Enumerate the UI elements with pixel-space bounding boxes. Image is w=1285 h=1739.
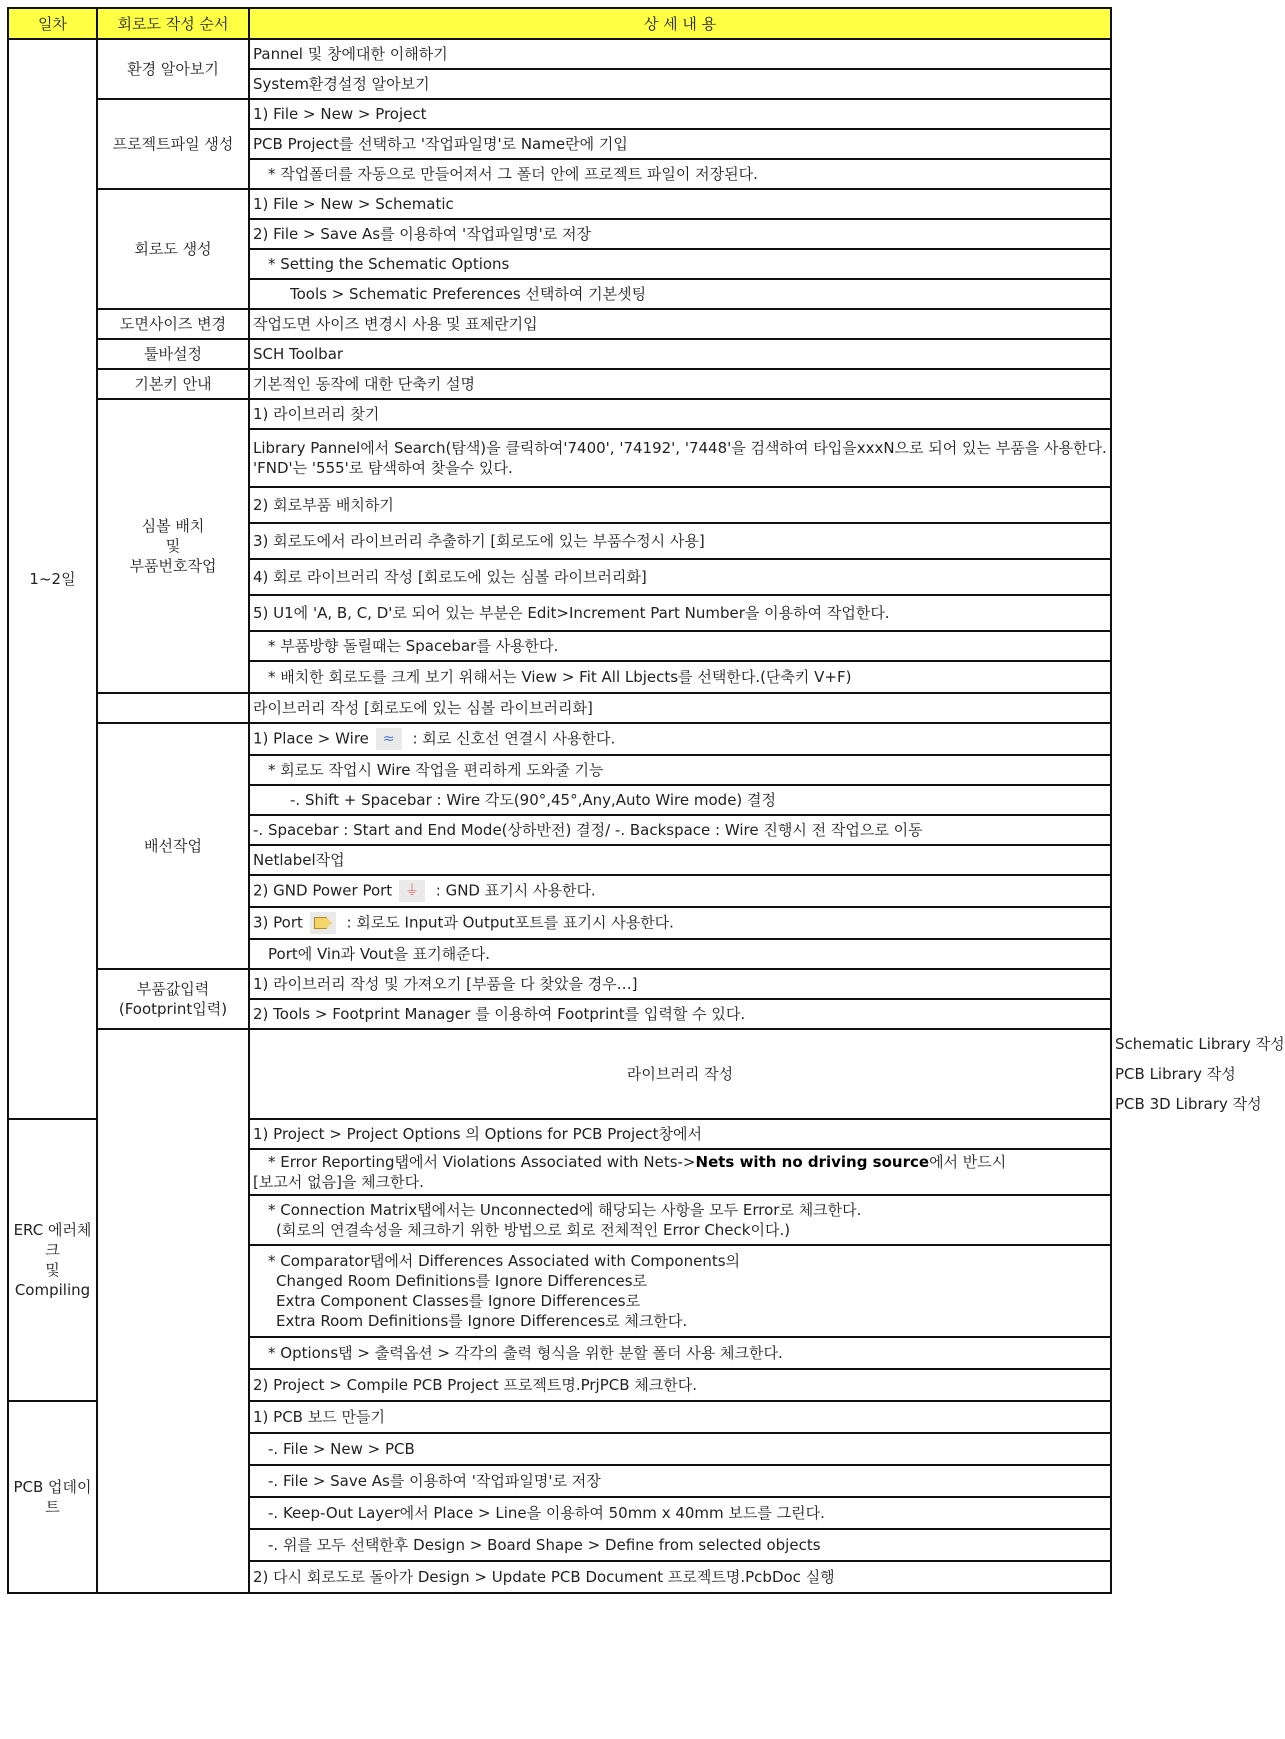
step-line: Compiling (14, 1281, 91, 1299)
header-day: 일차 (8, 8, 97, 39)
step-cell: 도면사이즈 변경 (97, 309, 249, 339)
table-header-row (8, 8, 1111, 39)
step-cell: PCB 업데이트 (8, 1401, 97, 1593)
detail-cell: 2) Tools > Footprint Manager 를 이용하여 Footprint를 입력할 수 있다. (249, 999, 1111, 1029)
detail-cell: System환경설정 알아보기 (249, 69, 1111, 99)
detail-cell: 1) 라이브러리 찾기 (249, 399, 1111, 429)
step-cell: 환경 알아보기 (97, 39, 249, 99)
step-line: 및 (45, 1261, 60, 1279)
step-cell: 툴바설정 (97, 339, 249, 369)
gnd-row-suffix: : GND 표기시 사용한다. (435, 881, 596, 900)
step-cell (97, 693, 249, 723)
detail-cell (249, 723, 1111, 755)
detail-cell: Tools > Schematic Preferences 선택하여 기본셋팅 (249, 279, 1111, 309)
table-row (8, 339, 1111, 369)
table-row: PCB 3D Library 작성 (1115, 1095, 1262, 1113)
detail-cell: Pannel 및 창에대한 이해하기 (249, 39, 1111, 69)
step-cell: 배선작업 (97, 723, 249, 969)
detail-cell: PCB Project를 선택하고 '작업파일명'로 Name란에 기입 (249, 129, 1111, 159)
comp-line: Changed Room Definitions를 Ignore Differences로 (276, 1272, 648, 1290)
error-row-post: 에서 반드시 (929, 1153, 1007, 1171)
detail-cell: * 작업폴더를 자동으로 만들어져서 그 폴더 안에 프로젝트 파일이 저장된다. (249, 159, 1111, 189)
step-cell: 프로젝트파일 생성 (97, 99, 249, 189)
header-step: 회로도 작성 순서 (97, 8, 249, 39)
detail-cell: 5) U1에 'A, B, C, D'로 되어 있는 부분은 Edit>Increment Part Number을 이용하여 작업한다. (249, 595, 1111, 631)
step-cell (8, 1119, 97, 1401)
detail-cell: * Setting the Schematic Options (249, 249, 1111, 279)
detail-cell (249, 907, 1111, 939)
detail-cell: * 회로도 작업시 Wire 작업을 편리하게 도와줄 기능 (249, 755, 1111, 785)
detail-cell: * 부품방향 돌릴때는 Spacebar를 사용한다. (249, 631, 1111, 661)
table-row (8, 399, 1111, 429)
comp-line: Extra Component Classes를 Ignore Differences로 (276, 1292, 641, 1310)
detail-cell: 2) Project > Compile PCB Project 프로젝트명.PrjPCB 체크한다. (249, 1369, 1111, 1401)
gnd-row-prefix: 2) GND Power Port (253, 881, 393, 900)
detail-cell: -. File > New > PCB (249, 1433, 1111, 1465)
day-cell: 1~2일 (8, 39, 97, 1119)
step-cell: 라이브러리 작성 (249, 1029, 1111, 1119)
detail-cell: * Options탭 > 출력옵션 > 각각의 출력 형식을 위한 분할 폴더 사용 체크한다. (249, 1337, 1111, 1369)
detail-cell: Netlabel작업 (249, 845, 1111, 875)
detail-cell: 1) File > New > Schematic (249, 189, 1111, 219)
detail-cell (249, 1245, 1111, 1337)
procedure-table (7, 7, 1285, 1594)
detail-cell: 2) 회로부품 배치하기 (249, 487, 1111, 523)
detail-cell (249, 875, 1111, 907)
table-row (8, 369, 1111, 399)
detail-cell: 4) 회로 라이브러리 작성 [회로도에 있는 심볼 라이브러리화] (249, 559, 1111, 595)
detail-cell: -. Keep-Out Layer에서 Place > Line을 이용하여 50mm x 40mm 보드를 그린다. (249, 1497, 1111, 1529)
day-cell-continued (97, 1029, 249, 1593)
error-row-bold: Nets with no driving source (695, 1153, 930, 1171)
wire-row-suffix: : 회로 신호선 연결시 사용한다. (412, 729, 616, 748)
detail-cell: -. Shift + Spacebar : Wire 각도(90°,45°,Any,Auto Wire mode) 결정 (249, 785, 1111, 815)
detail-cell: * 배치한 회로도를 크게 보기 위해서는 View > Fit All Lbjects를 선택한다.(단축키 V+F) (249, 661, 1111, 693)
detail-cell (249, 1195, 1111, 1245)
table-row (8, 309, 1111, 339)
port-icon (310, 912, 336, 934)
table-row (8, 99, 1111, 129)
detail-cell: 1) Project > Project Options 의 Options for PCB Project창에서 (249, 1119, 1111, 1149)
detail-cell: 2) 다시 회로도로 돌아가 Design > Update PCB Document 프로젝트명.PcbDoc 실행 (249, 1561, 1111, 1593)
comp-line: * Comparator탭에서 Differences Associated with Components의 (268, 1252, 741, 1270)
step-line: 심볼 배치 (141, 517, 205, 535)
table-row (8, 693, 1111, 723)
table-row (8, 189, 1111, 219)
port-row-prefix: 3) Port (253, 913, 303, 932)
step-cell: 회로도 생성 (97, 189, 249, 309)
comp-line: Extra Room Definitions를 Ignore Differences로 체크한다. (276, 1312, 688, 1330)
conn-line: (회로의 연결속성을 체크하기 위한 방법으로 회로 전체적인 Error Check이다.) (276, 1221, 791, 1239)
detail-cell (249, 1149, 1111, 1195)
port-row-suffix: : 회로도 Input과 Output포트를 표기시 사용한다. (346, 913, 674, 932)
detail-cell: -. Spacebar : Start and End Mode(상하반전) 결정/ -. Backspace : Wire 진행시 전 작업으로 이동 (249, 815, 1111, 845)
detail-cell: -. 위를 모두 선택한후 Design > Board Shape > Define from selected objects (249, 1529, 1111, 1561)
detail-cell: -. File > Save As를 이용하여 '작업파일명'로 저장 (249, 1465, 1111, 1497)
header-detail: 상 세 내 용 (249, 8, 1111, 39)
wire-row-prefix: 1) Place > Wire (253, 729, 369, 748)
step-line: 부품값입력 (136, 980, 210, 998)
procedure-table-sheet (7, 7, 1285, 1594)
conn-line: * Connection Matrix탭에서는 Unconnected에 해당되는 사항을 모두 Error로 체크한다. (268, 1201, 862, 1219)
step-cell: 기본키 안내 (97, 369, 249, 399)
error-row-line2: [보고서 없음]을 체크한다. (253, 1173, 424, 1191)
detail-cell: Port에 Vin과 Vout을 표기해준다. (249, 939, 1111, 969)
detail-cell: 작업도면 사이즈 변경시 사용 및 표제란기입 (249, 309, 1111, 339)
detail-cell: Library Pannel에서 Search(탐색)을 클릭하여'7400', '74192', '7448'을 검색하여 타입을xxxN으로 되어 있는 부품을 사용한다. 'FND'는 '555'로 탐색하여 찾을수 있다. (249, 429, 1111, 487)
table-row: 라이브러리 작성 Schematic Library 작성 (8, 1029, 1111, 1059)
error-row-text: * Error Reporting탭에서 Violations Associated with Nets-> (268, 1153, 696, 1171)
step-cell (97, 399, 249, 693)
table-row: PCB Library 작성 (1115, 1065, 1236, 1083)
table-row (8, 39, 1111, 69)
step-cell (97, 969, 249, 1029)
detail-cell: 1) PCB 보드 만들기 (249, 1401, 1111, 1433)
detail-cell: 기본적인 동작에 대한 단축키 설명 (249, 369, 1111, 399)
step-line: 및 (165, 537, 181, 555)
detail-cell: 3) 회로도에서 라이브러리 추출하기 [회로도에 있는 부품수정시 사용] (249, 523, 1111, 559)
table-row (8, 969, 1111, 999)
wire-icon: ≈ (376, 728, 402, 750)
ground-icon: ⏚ (399, 880, 425, 902)
detail-cell: 1) File > New > Project (249, 99, 1111, 129)
detail-cell: 2) File > Save As를 이용하여 '작업파일명'로 저장 (249, 219, 1111, 249)
detail-cell: 라이브러리 작성 [회로도에 있는 심볼 라이브러리화] (249, 693, 1111, 723)
detail-cell: 1) 라이브러리 작성 및 가져오기 [부품을 다 찾았을 경우…] (249, 969, 1111, 999)
step-line: 부품번호작업 (129, 557, 217, 575)
step-line: ERC 에러체크 (13, 1221, 92, 1259)
detail-cell: SCH Toolbar (249, 339, 1111, 369)
step-line: (Footprint입력) (118, 1000, 228, 1018)
table-row (8, 723, 1111, 755)
